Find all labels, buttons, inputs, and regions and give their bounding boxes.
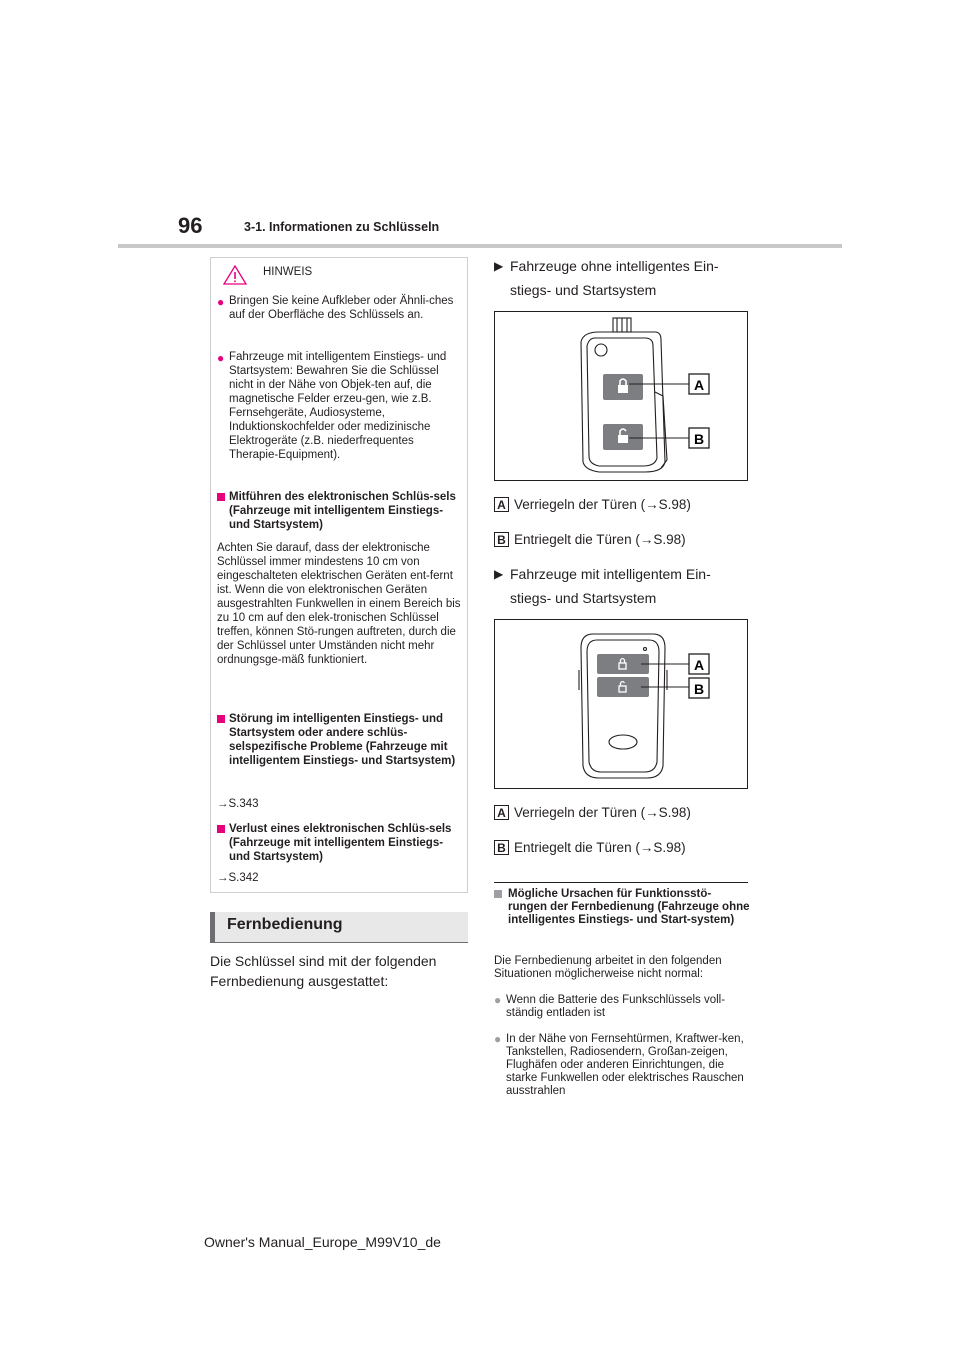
callout-a: A: [693, 377, 705, 393]
label-box-a: A: [494, 805, 509, 820]
key-figure-smart: [494, 619, 748, 789]
page-reference: →S.342: [217, 872, 259, 884]
fernbedienung-title: Fernbedienung: [227, 916, 343, 933]
case-heading: ▶ Fahrzeuge ohne intelligentes Ein-stiegs- und Startsystem: [494, 254, 750, 302]
cause-heading: Mögliche Ursachen für Funktionsstö-rungen der Fernbedienung (Fahrzeuge ohne intelligentes Einstiegs- und Start-system): [494, 888, 750, 927]
case-heading: ▶ Fahrzeuge mit intelligentem Ein-stiegs- und Startsystem: [494, 562, 750, 610]
notice-box: [210, 257, 468, 893]
notice-bullet: ● Fahrzeuge mit intelligentem Einstiegs- und Startsystem: Bewahren Sie die Schlüssel nicht in der Nähe von Objek-ten auf, die magnetische Felder erzeu-gen, wie z.B. Fernsehgeräte, Audiosysteme, Induktionskochfelder oder medizinische Elektrogeräte (z.B. niederfrequentes Therapie-Equipment).: [217, 351, 447, 461]
notice-subheading: Mitführen des elektronischen Schlüs-sels (Fahrzeuge mit intelligentem Einstiegs- und Startsystem): [217, 490, 461, 532]
cause-bullet: ● In der Nähe von Fernsehtürmen, Kraftwer-ken, Tankstellen, Radiosendern, Großan-zeigen, Flughäfen oder anderen Einrichtungen, die starke Funkwellen oder elektrisches Rauschen ausstrahlen: [494, 1032, 744, 1097]
callout-b: B: [693, 431, 705, 447]
bullet-icon: ●: [494, 1032, 502, 1046]
page-number: 96: [178, 213, 203, 238]
square-bullet-icon: [217, 715, 225, 723]
notice-bullet: ● Bringen Sie keine Aufkleber oder Ähnli-ches auf der Oberfläche des Schlüssels an.: [217, 295, 454, 321]
key-figure-standard: [494, 311, 748, 481]
label-box-b: B: [494, 532, 509, 547]
notice-paragraph: Achten Sie darauf, dass der elektronische Schlüssel immer mindestens 10 cm von eingeschalteten elektrischen Geräten ent-fernt ist. Wenn die von elektronischen Geräten ausgestrahlten Funkwellen in einem Bereich bis zu 10 cm auf den elek-tronischen Schlüssel treffen, können Stö-rungen auftreten, durch die der Schlüssel unter Umständen nicht mehr ordnungsge-mäß funktioniert.: [217, 542, 461, 666]
cause-bullet: ● Wenn die Batterie des Funkschlüssels voll-ständig entladen ist: [494, 993, 726, 1019]
notice-subheading: Verlust eines elektronischen Schlüs-sels (Fahrzeuge mit intelligentem Einstiegs- und Startsystem): [217, 822, 461, 864]
fernbedienung-heading: [210, 912, 468, 942]
heading-rule: [210, 942, 468, 943]
bullet-icon: ●: [217, 295, 225, 309]
section-title: 3-1. Informationen zu Schlüsseln: [244, 220, 440, 234]
page-reference: →S.343: [217, 798, 259, 810]
section-rule: [494, 882, 748, 883]
bullet-icon: ●: [494, 993, 502, 1007]
notice-title: HINWEIS: [263, 266, 313, 278]
square-bullet-icon: [217, 825, 225, 833]
square-bullet-icon: [217, 493, 225, 501]
intro-text: Die Schlüssel sind mit der folgenden Fernbedienung ausgestattet:: [210, 953, 437, 989]
label-box-a: A: [494, 497, 509, 512]
footer-text: Owner's Manual_Europe_M99V10_de: [204, 1234, 441, 1250]
folding-key-illustration: [495, 312, 747, 480]
header-rule: [118, 244, 842, 248]
callout-b: B: [693, 681, 705, 697]
bullet-icon: ●: [217, 351, 225, 365]
label-box-b: B: [494, 840, 509, 855]
triangle-bullet-icon: ▶: [494, 259, 504, 273]
callout-a: A: [693, 657, 705, 673]
triangle-bullet-icon: ▶: [494, 567, 504, 581]
notice-subheading: Störung im intelligenten Einstiegs- und Startsystem oder andere schlüs-selspezifische Probleme (Fahrzeuge mit intelligentem Einstiegs- und Startsystem): [217, 712, 461, 768]
square-bullet-icon: [494, 890, 502, 898]
warning-icon: [223, 265, 247, 285]
notice-header: [211, 258, 467, 290]
smart-key-illustration: [495, 620, 747, 788]
cause-paragraph: Die Fernbedienung arbeitet in den folgenden Situationen möglicherweise nicht normal:: [494, 955, 722, 980]
